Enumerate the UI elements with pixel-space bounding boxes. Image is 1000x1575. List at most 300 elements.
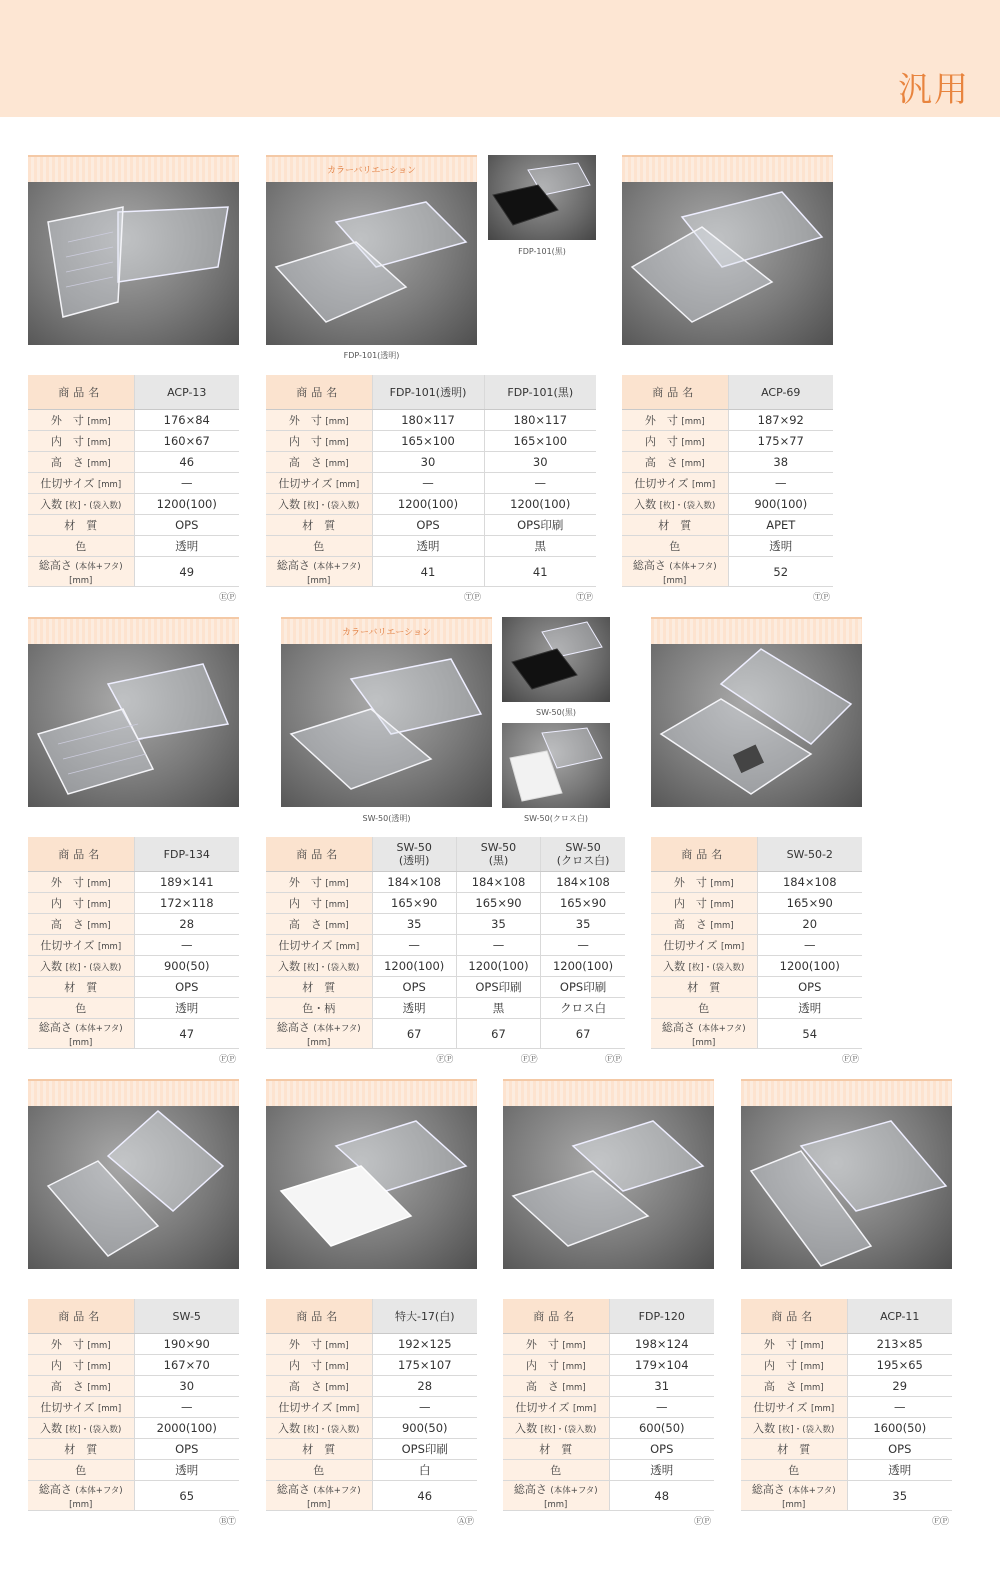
- label-material: [28, 515, 134, 536]
- row-color-value: 透明: [609, 1460, 714, 1481]
- label-total-height: [741, 1481, 847, 1511]
- label-material: [266, 1439, 372, 1460]
- table-row: [651, 935, 862, 956]
- manufacturer-mark: ⒻⓅ: [605, 1055, 622, 1065]
- label-product-name: 商品名: [28, 1299, 134, 1334]
- label-text: 仕切サイズ: [278, 939, 333, 952]
- label-material: [503, 1439, 609, 1460]
- label-partition-size: [28, 473, 134, 494]
- table-row: [28, 1397, 239, 1418]
- table-row: [741, 1418, 952, 1439]
- row-outer-size-value: 213×85: [847, 1334, 952, 1355]
- table-row: [266, 893, 625, 914]
- row-material-value: OPS: [372, 977, 456, 998]
- product-photo-acp11: [741, 1106, 952, 1269]
- label-material: [28, 977, 134, 998]
- product-name-cell: [134, 375, 239, 410]
- product-photo-fdp120: [503, 1106, 714, 1269]
- table-header-row: [28, 1299, 239, 1334]
- row-color-value: 透明: [372, 536, 484, 557]
- page-title: 汎用: [898, 70, 970, 110]
- spec-table-fdp134: [28, 837, 239, 1049]
- label-quantity: [503, 1418, 609, 1439]
- row-quantity-value: 2000(100): [134, 1418, 239, 1439]
- table-row: [266, 1355, 477, 1376]
- table-row: [622, 431, 833, 452]
- product-photo-sw50-2: [651, 644, 862, 807]
- table-row: [503, 1397, 714, 1418]
- product-name: FDP-134: [163, 847, 210, 861]
- label-quantity: [266, 494, 372, 515]
- label-text: 入数: [663, 960, 686, 973]
- label-text: 総高さ: [38, 1483, 72, 1496]
- label-unit: [mm]: [681, 438, 705, 448]
- color-variation-tab: [281, 617, 492, 645]
- label-partition-size: [28, 1397, 134, 1418]
- caption-sw50-clear: SW-50(透明): [362, 814, 411, 823]
- row-inner-size-value: 195×65: [847, 1355, 952, 1376]
- row-material-value: OPS印刷: [372, 1439, 477, 1460]
- label-material: [651, 977, 757, 998]
- row-inner-size-value: 165×90: [541, 893, 625, 914]
- label-unit: [mm]: [800, 1341, 824, 1351]
- label-unit: [mm]: [325, 1383, 349, 1393]
- row-inner-size-value: 160×67: [134, 431, 239, 452]
- label-text: 総高さ: [632, 559, 666, 572]
- table-header-row: [28, 837, 239, 872]
- label-inner-size: [28, 1355, 134, 1376]
- label-text: 仕切サイズ: [515, 1401, 570, 1414]
- label-unit: [枚]・(袋入数): [65, 501, 122, 511]
- label-text: 総高さ: [38, 1021, 72, 1034]
- label-height: [266, 452, 372, 473]
- label-unit: [mm]: [87, 879, 111, 889]
- label-text: 外 寸: [525, 1338, 559, 1351]
- product-name-cell: [134, 1299, 239, 1334]
- table-row: [266, 956, 625, 977]
- row-quantity-value: 1200(100): [484, 494, 596, 515]
- label-text: 内 寸: [50, 1359, 84, 1372]
- label-material: [266, 977, 372, 998]
- label-text: 外 寸: [50, 1338, 84, 1351]
- row-material-value: OPS: [134, 1439, 239, 1460]
- table-row: [503, 1439, 714, 1460]
- table-row: [28, 1376, 239, 1397]
- label-unit: [mm]: [800, 1362, 824, 1372]
- product-tab-bar: [28, 1079, 239, 1107]
- label-text: 仕切サイズ: [663, 939, 718, 952]
- label-height: [651, 914, 757, 935]
- label-height: [28, 452, 134, 473]
- label-text: 材 質: [302, 1443, 336, 1456]
- label-partition-size: [266, 935, 372, 956]
- row-total-height-value: 67: [541, 1019, 625, 1049]
- label-inner-size: [266, 431, 372, 452]
- row-quantity-value: 1200(100): [541, 956, 625, 977]
- table-row: [266, 1397, 477, 1418]
- row-outer-size-value: 192×125: [372, 1334, 477, 1355]
- label-text: 外 寸: [644, 414, 678, 427]
- row-height-value: 30: [484, 452, 596, 473]
- label-text: 総高さ: [38, 559, 72, 572]
- label-color: [266, 536, 372, 557]
- spec-table-acp11: [741, 1299, 952, 1511]
- label-unit: [mm]: [800, 1383, 824, 1393]
- label-outer-size: [503, 1334, 609, 1355]
- label-color: [266, 1460, 372, 1481]
- row-partition-size-value: —: [134, 473, 239, 494]
- label-inner-size: [28, 893, 134, 914]
- row-inner-size-value: 179×104: [609, 1355, 714, 1376]
- product-name: ACP-13: [167, 385, 207, 399]
- manufacturer-mark: ⒺⓅ: [219, 593, 236, 603]
- label-unit: [mm]: [810, 1404, 835, 1414]
- row-material-value: OPS: [134, 977, 239, 998]
- table-header-row: [651, 837, 862, 872]
- product-photo-fdp101-clear: [266, 182, 477, 345]
- table-row: [266, 1334, 477, 1355]
- spec-table-fdp101: [266, 375, 596, 587]
- table-header-row: [28, 375, 239, 410]
- label-height: [28, 1376, 134, 1397]
- label-text: 総高さ: [276, 1021, 310, 1034]
- product-name-variant: (クロス白): [556, 854, 610, 867]
- color-variation-label: カラーバリエーション: [341, 628, 431, 638]
- table-row: [28, 410, 239, 431]
- label-unit: [枚]・(袋入数): [540, 1425, 597, 1435]
- label-text: 色: [75, 540, 87, 553]
- label-text: 色: [313, 540, 325, 553]
- label-text: 色: [669, 540, 681, 553]
- table-row: [503, 1418, 714, 1439]
- table-row: [28, 1355, 239, 1376]
- manufacturer-mark: ⓉⓅ: [464, 593, 481, 603]
- table-header-row: [503, 1299, 714, 1334]
- product-photo-acp13: [28, 182, 239, 345]
- row-outer-size-value: 180×117: [484, 410, 596, 431]
- row-outer-size-value: 189×141: [134, 872, 239, 893]
- row-outer-size-value: 190×90: [134, 1334, 239, 1355]
- label-total-height: [266, 1019, 372, 1049]
- label-unit: (本体+フタ) [mm]: [69, 1486, 123, 1510]
- table-row: [266, 1019, 625, 1049]
- label-text: 色: [788, 1464, 800, 1477]
- label-product-name: 商品名: [28, 375, 134, 410]
- label-text: 入数: [278, 498, 301, 511]
- product-name-cell: [847, 1299, 952, 1334]
- caption-sw50-black: SW-50(黒): [536, 708, 576, 717]
- label-text: 外 寸: [763, 1338, 797, 1351]
- row-material-value: OPS: [757, 977, 862, 998]
- row-partition-size-value: —: [484, 473, 596, 494]
- row-material-value: OPS印刷: [484, 515, 596, 536]
- row-height-value: 28: [134, 914, 239, 935]
- table-row: [503, 1481, 714, 1511]
- spec-table-fdp120: [503, 1299, 714, 1511]
- row-total-height-value: 49: [134, 557, 239, 587]
- manufacturer-mark: ⓉⓅ: [576, 593, 593, 603]
- table-header-row: [266, 837, 625, 872]
- label-quantity: [28, 494, 134, 515]
- product-name-cell: [541, 837, 625, 872]
- label-partition-size: [266, 473, 372, 494]
- product-name-cell: [484, 375, 596, 410]
- table-row: [741, 1397, 952, 1418]
- label-unit: [mm]: [87, 438, 111, 448]
- row-partition-size-value: —: [372, 935, 456, 956]
- label-text: 高 さ: [525, 1380, 559, 1393]
- table-row: [266, 410, 596, 431]
- row-outer-size-value: 180×117: [372, 410, 484, 431]
- product-name-cell: [372, 375, 484, 410]
- manufacturer-mark: ⒶⓅ: [457, 1517, 474, 1527]
- label-partition-size: [622, 473, 728, 494]
- label-color: [266, 998, 372, 1019]
- label-unit: [mm]: [335, 480, 360, 490]
- label-text: 総高さ: [276, 559, 310, 572]
- label-material: [28, 1439, 134, 1460]
- table-row: [28, 1334, 239, 1355]
- label-unit: (本体+フタ) [mm]: [544, 1486, 598, 1510]
- spec-table-tokudai17: [266, 1299, 477, 1511]
- label-partition-size: [741, 1397, 847, 1418]
- table-row: [741, 1355, 952, 1376]
- label-text: 材 質: [64, 1443, 98, 1456]
- row-material-value: OPS: [134, 515, 239, 536]
- label-text: 入数: [515, 1422, 538, 1435]
- manufacturer-mark: ⒻⓅ: [842, 1055, 859, 1065]
- row-height-value: 35: [456, 914, 540, 935]
- product-name-cell: [372, 1299, 477, 1334]
- label-unit: [mm]: [710, 879, 734, 889]
- label-text: 材 質: [64, 981, 98, 994]
- label-unit: [mm]: [97, 480, 122, 490]
- label-text: 材 質: [302, 981, 336, 994]
- label-text: 色・柄: [302, 1002, 336, 1015]
- label-unit: [mm]: [87, 459, 111, 469]
- label-text: 総高さ: [513, 1483, 547, 1496]
- row-partition-size-value: —: [728, 473, 833, 494]
- product-name: SW-50: [565, 841, 601, 854]
- product-name: FDP-101(透明): [389, 385, 467, 399]
- label-outer-size: [622, 410, 728, 431]
- label-outer-size: [28, 1334, 134, 1355]
- label-inner-size: [28, 431, 134, 452]
- label-unit: [枚]・(袋入数): [303, 1425, 360, 1435]
- label-material: [741, 1439, 847, 1460]
- label-unit: [mm]: [325, 417, 349, 427]
- table-row: [651, 872, 862, 893]
- label-text: 仕切サイズ: [278, 477, 333, 490]
- row-height-value: 20: [757, 914, 862, 935]
- label-quantity: [28, 956, 134, 977]
- table-row: [741, 1481, 952, 1511]
- label-color: [741, 1460, 847, 1481]
- label-total-height: [28, 557, 134, 587]
- row-quantity-value: 1200(100): [757, 956, 862, 977]
- table-row: [28, 872, 239, 893]
- table-row: [266, 977, 625, 998]
- label-text: 外 寸: [288, 876, 322, 889]
- label-text: 色: [75, 1464, 87, 1477]
- product-name: FDP-120: [638, 1309, 685, 1323]
- row-color-value: 透明: [728, 536, 833, 557]
- table-row: [28, 557, 239, 587]
- table-row: [266, 935, 625, 956]
- color-variation-label: カラーバリエーション: [326, 166, 416, 176]
- label-unit: [mm]: [87, 417, 111, 427]
- product-tab-bar: [28, 155, 239, 183]
- label-text: 内 寸: [673, 897, 707, 910]
- row-total-height-value: 54: [757, 1019, 862, 1049]
- row-total-height-value: 41: [484, 557, 596, 587]
- row-outer-size-value: 184×108: [757, 872, 862, 893]
- row-quantity-value: 900(50): [134, 956, 239, 977]
- row-outer-size-value: 187×92: [728, 410, 833, 431]
- row-outer-size-value: 184×108: [456, 872, 540, 893]
- table-row: [622, 536, 833, 557]
- label-total-height: [503, 1481, 609, 1511]
- label-unit: (本体+フタ) [mm]: [307, 1486, 361, 1510]
- row-inner-size-value: 165×90: [757, 893, 862, 914]
- label-partition-size: [266, 1397, 372, 1418]
- row-color-value: クロス白: [541, 998, 625, 1019]
- table-row: [741, 1460, 952, 1481]
- label-height: [503, 1376, 609, 1397]
- product-name-cell: [372, 837, 456, 872]
- table-row: [28, 956, 239, 977]
- product-tab-bar: [266, 1079, 477, 1107]
- row-color-value: 透明: [847, 1460, 952, 1481]
- label-inner-size: [622, 431, 728, 452]
- table-row: [503, 1376, 714, 1397]
- spec-table-sw5: [28, 1299, 239, 1511]
- label-text: 材 質: [777, 1443, 811, 1456]
- manufacturer-mark: ⓉⓅ: [813, 593, 830, 603]
- label-unit: [mm]: [325, 1341, 349, 1351]
- label-text: 仕切サイズ: [40, 1401, 95, 1414]
- label-text: 高 さ: [50, 918, 84, 931]
- label-unit: [mm]: [325, 1362, 349, 1372]
- label-text: 入数: [753, 1422, 776, 1435]
- row-inner-size-value: 175×107: [372, 1355, 477, 1376]
- label-text: 高 さ: [288, 1380, 322, 1393]
- row-inner-size-value: 165×90: [372, 893, 456, 914]
- product-name: 特大-17(白): [394, 1309, 455, 1323]
- product-tab-bar: [622, 155, 833, 183]
- product-name-cell: [728, 375, 833, 410]
- table-row: [651, 956, 862, 977]
- table-row: [266, 1439, 477, 1460]
- label-unit: [mm]: [325, 438, 349, 448]
- label-unit: [枚]・(袋入数): [778, 1425, 835, 1435]
- label-color: [28, 998, 134, 1019]
- label-quantity: [741, 1418, 847, 1439]
- label-inner-size: [503, 1355, 609, 1376]
- label-product-name: 商品名: [651, 837, 757, 872]
- label-unit: [mm]: [87, 900, 111, 910]
- table-row: [28, 515, 239, 536]
- label-total-height: [622, 557, 728, 587]
- label-text: 入数: [40, 1422, 63, 1435]
- label-text: 内 寸: [288, 1359, 322, 1372]
- label-text: 外 寸: [50, 414, 84, 427]
- manufacturer-mark: ⒷⓉ: [219, 1517, 236, 1527]
- row-total-height-value: 47: [134, 1019, 239, 1049]
- table-row: [651, 914, 862, 935]
- table-row: [266, 1460, 477, 1481]
- label-unit: (本体+フタ) [mm]: [69, 562, 123, 586]
- label-color: [503, 1460, 609, 1481]
- label-height: [28, 914, 134, 935]
- table-row: [266, 473, 596, 494]
- table-row: [28, 1439, 239, 1460]
- label-text: 色: [75, 1002, 87, 1015]
- row-quantity-value: 1200(100): [456, 956, 540, 977]
- row-quantity-value: 900(100): [728, 494, 833, 515]
- row-color-value: 透明: [757, 998, 862, 1019]
- label-unit: [mm]: [87, 921, 111, 931]
- label-text: 高 さ: [50, 1380, 84, 1393]
- label-unit: [mm]: [681, 459, 705, 469]
- table-header-row: [741, 1299, 952, 1334]
- row-color-value: 透明: [134, 1460, 239, 1481]
- product-name-cell: [757, 837, 862, 872]
- page-header: [0, 0, 1000, 117]
- label-text: 外 寸: [50, 876, 84, 889]
- label-height: [622, 452, 728, 473]
- product-photo-sw5: [28, 1106, 239, 1269]
- label-color: [651, 998, 757, 1019]
- label-text: 入数: [40, 960, 63, 973]
- label-text: 色: [313, 1464, 325, 1477]
- label-text: 内 寸: [763, 1359, 797, 1372]
- label-text: 入数: [278, 1422, 301, 1435]
- table-row: [741, 1334, 952, 1355]
- label-text: 総高さ: [661, 1021, 695, 1034]
- label-product-name: 商品名: [266, 837, 372, 872]
- label-quantity: [266, 956, 372, 977]
- row-inner-size-value: 167×70: [134, 1355, 239, 1376]
- label-text: 入数: [40, 498, 63, 511]
- row-inner-size-value: 165×100: [484, 431, 596, 452]
- row-partition-size-value: —: [456, 935, 540, 956]
- label-text: 総高さ: [751, 1483, 785, 1496]
- label-text: 仕切サイズ: [634, 477, 689, 490]
- label-unit: [mm]: [562, 1362, 586, 1372]
- label-unit: [mm]: [87, 1383, 111, 1393]
- row-height-value: 35: [372, 914, 456, 935]
- table-row: [28, 431, 239, 452]
- label-text: 内 寸: [644, 435, 678, 448]
- label-total-height: [28, 1019, 134, 1049]
- product-name-cell: [609, 1299, 714, 1334]
- label-product-name: 商品名: [622, 375, 728, 410]
- label-text: 外 寸: [288, 414, 322, 427]
- table-row: [651, 1019, 862, 1049]
- row-total-height-value: 67: [372, 1019, 456, 1049]
- table-row: [28, 935, 239, 956]
- row-material-value: APET: [728, 515, 833, 536]
- label-unit: [枚]・(袋入数): [65, 963, 122, 973]
- label-outer-size: [741, 1334, 847, 1355]
- label-partition-size: [503, 1397, 609, 1418]
- product-photo-sw50-cross: [502, 723, 610, 808]
- row-partition-size-value: —: [372, 473, 484, 494]
- row-partition-size-value: —: [541, 935, 625, 956]
- label-unit: (本体+フタ) [mm]: [69, 1024, 123, 1048]
- label-product-name: 商品名: [266, 375, 372, 410]
